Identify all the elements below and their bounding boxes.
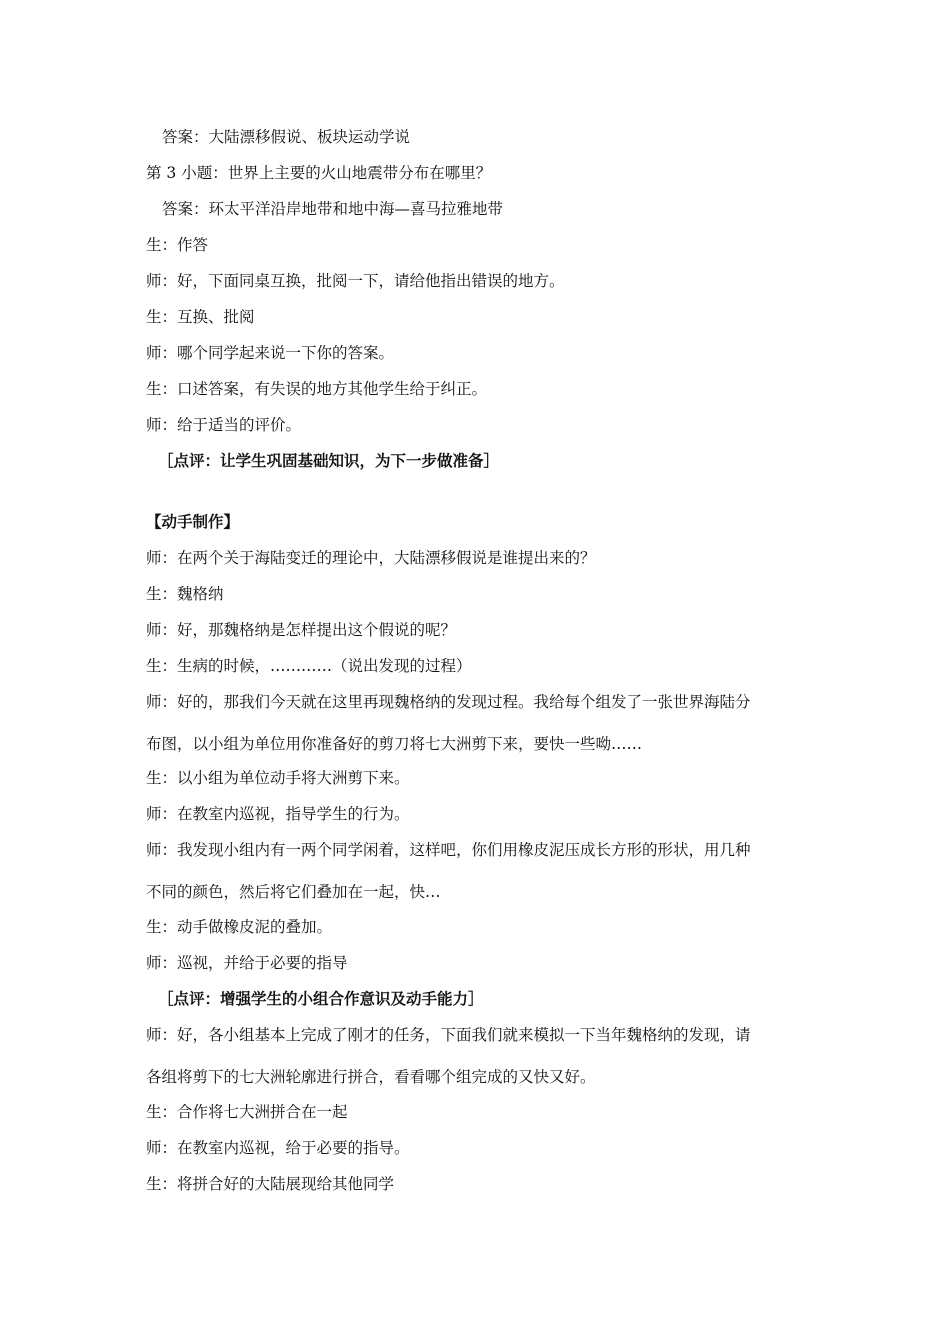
dialogue-line: 生：合作将七大洲拼合在一起: [146, 1103, 348, 1121]
dialogue-line: 生：动手做橡皮泥的叠加。: [146, 918, 333, 936]
dialogue-line: 师：好，各小组基本上完成了刚才的任务，下面我们就来模拟一下当年魏格纳的发现，请: [146, 1026, 751, 1044]
dialogue-line: 生：作答: [146, 236, 209, 254]
dialogue-line: 师：好，下面同桌互换，批阅一下，请给他指出错误的地方。: [146, 272, 565, 290]
dialogue-line: 生：将拼合好的大陆展现给其他同学: [146, 1175, 395, 1193]
dialogue-line: 生：生病的时候，…………（说出发现的过程）: [146, 657, 472, 675]
dialogue-line: 师：在教室内巡视，指导学生的行为。: [146, 805, 410, 823]
dialogue-line: 师：在教室内巡视，给于必要的指导。: [146, 1139, 410, 1157]
dialogue-line: 师：巡视，并给于必要的指导: [146, 954, 348, 972]
dialogue-line-continued: 布图，以小组为单位用你准备好的剪刀将七大洲剪下来，要快一些呦……: [146, 735, 643, 753]
dialogue-line: 师：在两个关于海陆变迁的理论中，大陆漂移假说是谁提出来的？: [146, 549, 596, 567]
question-3: 第 3 小题：世界上主要的火山地震带分布在哪里？: [146, 164, 492, 182]
answer-line-3: 答案：环太平洋沿岸地带和地中海—喜马拉雅地带: [162, 200, 504, 218]
dialogue-line: 生：以小组为单位动手将大洲剪下来。: [146, 769, 410, 787]
dialogue-line-continued: 不同的颜色，然后将它们叠加在一起，快…: [146, 883, 441, 901]
dialogue-line: 师：好，那魏格纳是怎样提出这个假说的呢？: [146, 621, 457, 639]
dialogue-line: 师：我发现小组内有一两个同学闲着，这样吧，你们用橡皮泥压成长方形的形状，用几种: [146, 841, 751, 859]
dialogue-line: 生：互换、批阅: [146, 308, 255, 326]
section-heading: 【动手制作】: [146, 512, 240, 531]
comment-note: ［点评：让学生巩固基础知识，为下一步做准备］: [158, 451, 500, 470]
comment-note: ［点评：增强学生的小组合作意识及动手能力］: [158, 989, 484, 1008]
answer-line-2: 答案：大陆漂移假说、板块运动学说: [162, 128, 411, 146]
dialogue-line: 师：哪个同学起来说一下你的答案。: [146, 344, 395, 362]
dialogue-line: 师：好的，那我们今天就在这里再现魏格纳的发现过程。我给每个组发了一张世界海陆分: [146, 693, 751, 711]
dialogue-line: 生：魏格纳: [146, 585, 224, 603]
dialogue-line-continued: 各组将剪下的七大洲轮廓进行拼合，看看哪个组完成的又快又好。: [146, 1068, 596, 1086]
dialogue-line: 生：口述答案，有失误的地方其他学生给于纠正。: [146, 380, 488, 398]
dialogue-line: 师：给于适当的评价。: [146, 416, 302, 434]
